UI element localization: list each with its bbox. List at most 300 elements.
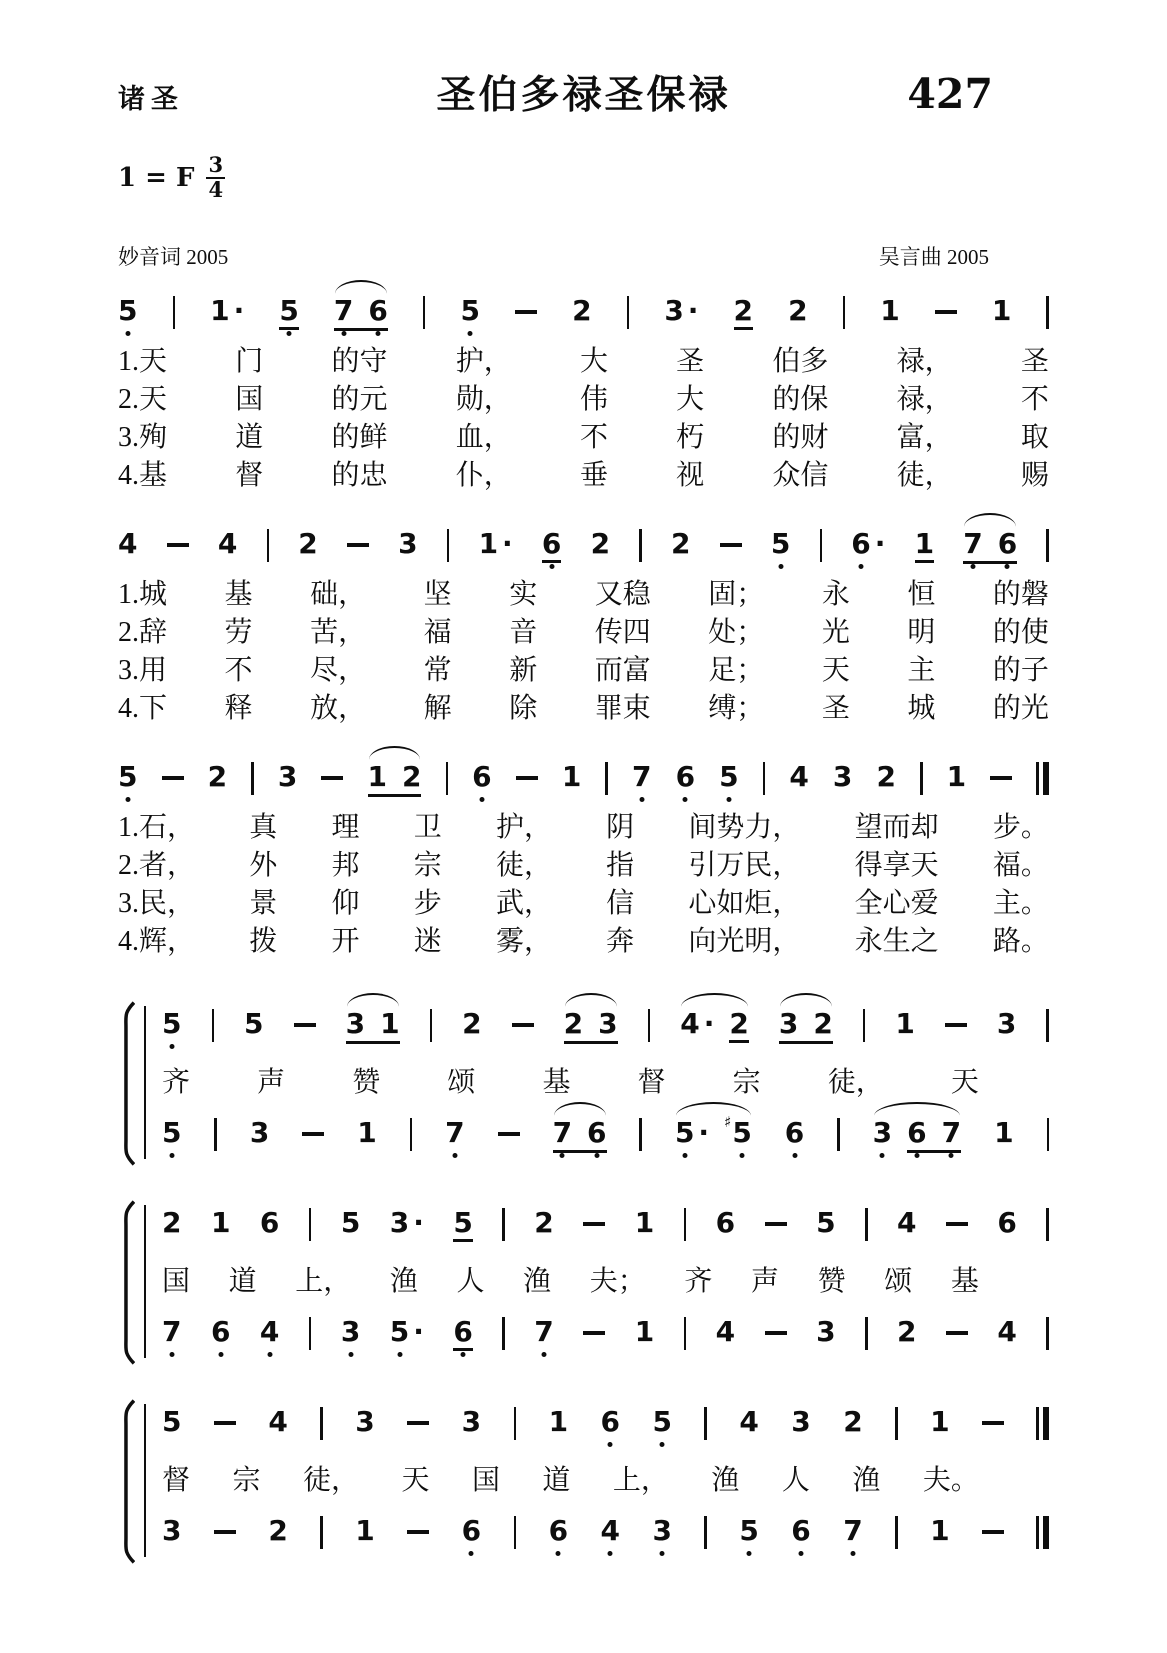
duration-dash — [214, 1421, 236, 1425]
lyric-cell: 视 — [676, 460, 705, 492]
note — [390, 1207, 424, 1239]
low-octave-dot — [542, 1352, 547, 1357]
note-digit: 6 — [715, 1206, 736, 1240]
note — [664, 295, 698, 327]
note — [553, 1117, 572, 1149]
note — [250, 1117, 269, 1149]
duration-dash — [498, 1132, 520, 1136]
barline — [648, 1009, 651, 1042]
low-octave-dot — [660, 1551, 665, 1556]
note-digit: 4 — [997, 1315, 1017, 1349]
system-brace-icon — [118, 1200, 135, 1365]
verse-system — [118, 761, 1049, 960]
duration-dash — [214, 1530, 236, 1534]
note — [380, 1008, 399, 1040]
barline — [502, 1317, 505, 1350]
note-digit: 1 — [634, 1206, 655, 1240]
lyric-line — [118, 343, 1049, 380]
note-digit: 3 — [832, 760, 853, 794]
note-digit: 2 — [670, 527, 691, 561]
barline — [502, 1208, 505, 1241]
note — [162, 1406, 181, 1438]
beam-group — [334, 295, 388, 331]
lyric-cell: 基 — [950, 1266, 979, 1298]
barline — [251, 762, 254, 795]
note-digit: 1 — [210, 1206, 231, 1240]
note-digit: 3 — [778, 1007, 799, 1041]
lyric-cell: 督 — [637, 1067, 666, 1099]
note-digit: 1 — [357, 1116, 377, 1150]
duration-dash — [982, 1421, 1004, 1425]
note — [355, 1406, 374, 1438]
barline — [639, 529, 642, 562]
note — [210, 295, 244, 327]
note — [357, 1117, 376, 1149]
note-digit: 5 — [244, 1007, 264, 1041]
barline — [173, 296, 176, 329]
lyric-cell: 禄， — [896, 346, 953, 378]
note — [601, 1406, 620, 1438]
note — [963, 528, 982, 560]
lyric-cell: 的使 — [992, 617, 1049, 649]
note-digit: 3 — [664, 294, 684, 328]
lyric-cell: 步 — [413, 888, 442, 920]
slur-group — [368, 761, 422, 797]
lyric-cell: 的守 — [331, 346, 388, 378]
note — [675, 1117, 709, 1149]
lyric-cell: 不 — [1020, 384, 1049, 416]
note — [549, 1515, 568, 1547]
barline — [639, 1118, 642, 1151]
note — [789, 761, 808, 793]
lyric-cell: 仰 — [331, 888, 360, 920]
music-line — [162, 1404, 1049, 1442]
verse-block — [118, 576, 1049, 727]
duration-dash — [945, 1023, 967, 1027]
note — [652, 1406, 671, 1438]
low-octave-dot — [608, 1442, 613, 1447]
lyric-line — [162, 1064, 1049, 1101]
note-digit: 5 — [771, 528, 790, 560]
lyric-cell: 天 — [401, 1465, 430, 1497]
lyric-cell: 足； — [708, 655, 765, 687]
note-digit: 7 — [843, 1515, 862, 1547]
note — [542, 528, 561, 563]
low-octave-dot — [169, 1352, 174, 1357]
header — [118, 64, 1049, 120]
note — [635, 1316, 654, 1348]
barline — [605, 762, 608, 795]
lyric-cell: 朽 — [676, 422, 705, 454]
note — [997, 1008, 1016, 1040]
note-digit: 3 — [652, 1515, 671, 1547]
note-digit: 6 — [791, 1515, 810, 1547]
note-digit: 2 — [843, 1405, 863, 1439]
lyric-line — [118, 847, 1049, 884]
note — [785, 1117, 804, 1149]
barline — [1046, 296, 1049, 329]
lyric-cell: 国 — [162, 1266, 191, 1298]
duration-dash — [321, 776, 343, 780]
music-line — [118, 761, 1049, 797]
barline — [863, 1009, 866, 1042]
lyric-line — [162, 1462, 1049, 1499]
slur-group — [779, 1008, 833, 1044]
lyric-line — [118, 923, 1049, 960]
lyric-cell: 恒 — [907, 579, 936, 611]
beam-group — [346, 1008, 400, 1044]
barline — [1046, 1009, 1049, 1042]
note-digit: 6 — [601, 1406, 620, 1438]
note-digit: 2 — [734, 295, 753, 330]
note-digit: 2 — [268, 1514, 288, 1548]
verse-block — [118, 343, 1049, 494]
lyric-cell: 赞 — [817, 1266, 846, 1298]
lyric-cell: 的鲜 — [331, 422, 388, 454]
final-barline-thick — [1043, 762, 1049, 795]
note-digit: 6 — [549, 1515, 568, 1547]
lyric-cell: 得享天 — [854, 850, 939, 882]
barline — [1046, 1208, 1049, 1241]
lyric-cell: 外 — [249, 850, 278, 882]
note — [162, 1117, 181, 1149]
low-octave-dot — [376, 331, 381, 336]
note — [813, 1008, 832, 1040]
lyric-cell: 真 — [249, 812, 278, 844]
barline — [843, 296, 846, 329]
note-digit: 4 — [217, 527, 238, 561]
lyric-cell: 的光 — [992, 693, 1049, 725]
barline — [895, 1407, 898, 1440]
note-digit: 5 — [453, 1207, 472, 1242]
note — [998, 528, 1017, 560]
low-octave-dot — [560, 1153, 565, 1158]
note-digit: 2 — [534, 1206, 554, 1240]
final-barline-thin — [1036, 1516, 1039, 1549]
note-digit: 6 — [462, 1515, 481, 1547]
barline — [627, 296, 630, 329]
note — [472, 761, 491, 793]
lyric-cell: 景 — [249, 888, 278, 920]
lyric-cell: 大 — [579, 346, 608, 378]
note-digit: 5 — [739, 1515, 758, 1547]
duet-system — [118, 1006, 1049, 1159]
duet-system — [118, 1205, 1049, 1358]
note — [118, 761, 137, 793]
note-digit: 3 — [873, 1117, 892, 1149]
lyric-cell: 不 — [224, 655, 253, 687]
lyric-cell: 坚 — [423, 579, 452, 611]
augmentation-dot: · — [698, 1116, 710, 1150]
verse-system — [118, 295, 1049, 494]
barline — [1046, 1317, 1049, 1350]
duration-dash — [935, 310, 957, 314]
lyric-cell: 光 — [821, 617, 850, 649]
note-digit: 1 — [880, 294, 900, 328]
augmentation-dot: · — [874, 527, 886, 561]
barline — [423, 296, 426, 329]
lyric-cell: 众信 — [772, 460, 829, 492]
note-digit: 2 — [896, 1315, 917, 1349]
note-digit: 3 — [598, 1007, 618, 1041]
note-digit: 2 — [207, 760, 228, 794]
note — [833, 761, 852, 793]
note-digit: 1 — [478, 527, 499, 561]
lyric-cell: 福。 — [992, 850, 1049, 882]
lyric-cell: 道 — [235, 422, 264, 454]
note-digit: 3 — [791, 1405, 811, 1439]
system-brace-icon — [118, 1001, 135, 1166]
note-digit: 4 — [680, 1007, 700, 1041]
note — [562, 761, 581, 793]
lyric-cell: 渔 — [389, 1266, 418, 1298]
duration-dash — [407, 1530, 429, 1534]
lyric-cell: 伟 — [579, 384, 608, 416]
note — [279, 295, 298, 330]
note-digit: 4 — [739, 1405, 759, 1439]
note-digit: 3 — [816, 1315, 836, 1349]
lyric-cell: 雾， — [495, 926, 552, 958]
lyric-cell: 向光明， — [688, 926, 801, 958]
note — [947, 761, 966, 793]
note — [994, 1117, 1013, 1149]
barline — [267, 529, 270, 562]
note-digit: 6 — [542, 528, 561, 563]
note — [453, 1316, 472, 1351]
lyric-cell: 新 — [509, 655, 538, 687]
lyric-cell: 人 — [456, 1266, 485, 1298]
note-digit: 4 — [789, 760, 809, 794]
barline — [1047, 1118, 1050, 1151]
lyric-cell: 人 — [781, 1465, 810, 1497]
note — [680, 1008, 714, 1040]
note — [716, 1316, 735, 1348]
music-line — [162, 1113, 1049, 1159]
note-digit: 6 — [472, 761, 491, 793]
note — [992, 295, 1011, 327]
lyric-line — [118, 457, 1049, 494]
lyric-cell: 武， — [495, 888, 552, 920]
note — [260, 1316, 279, 1348]
lyric-cell: 解 — [423, 693, 452, 725]
low-octave-dot — [792, 1153, 797, 1158]
note-digit: 7 — [632, 761, 651, 793]
note — [729, 1008, 748, 1043]
duration-dash — [765, 1331, 787, 1335]
note — [162, 1515, 181, 1547]
lyric-cell: 1.天 — [118, 346, 168, 378]
duration-dash — [990, 776, 1012, 780]
note — [771, 528, 790, 560]
note — [390, 1316, 424, 1348]
lyric-cell: 础， — [310, 579, 367, 611]
note — [278, 761, 297, 793]
key-label: 1 = F — [118, 162, 195, 193]
note — [462, 1406, 481, 1438]
low-octave-dot — [914, 1153, 919, 1158]
lyric-cell: 基 — [224, 579, 253, 611]
lyric-cell: 国 — [471, 1465, 500, 1497]
lyric-cell: 取 — [1020, 422, 1049, 454]
note-digit: 4 — [260, 1316, 279, 1348]
lyric-cell: 主 — [907, 655, 936, 687]
composer-credit: 吴言曲 2005 — [878, 245, 989, 270]
final-barline-thin — [1036, 1407, 1039, 1440]
lyric-cell: 2.辞 — [118, 617, 168, 649]
note — [915, 528, 934, 563]
note-digit: 2 — [572, 294, 592, 328]
music-line — [162, 1006, 1049, 1044]
note-digit: 5 — [279, 295, 298, 330]
note — [779, 1008, 798, 1040]
note-digit: 3 — [398, 527, 418, 561]
note — [244, 1008, 263, 1040]
note — [211, 1207, 230, 1239]
low-octave-dot — [348, 1352, 353, 1357]
barline — [684, 1317, 687, 1350]
note — [118, 528, 137, 560]
lyric-line — [118, 576, 1049, 613]
note-digit: 6 — [259, 1206, 280, 1240]
lyric-cell: 指 — [606, 850, 635, 882]
duet-system — [118, 1404, 1049, 1557]
note-digit: 2 — [876, 760, 896, 794]
low-octave-dot — [125, 797, 130, 802]
verse-block — [118, 809, 1049, 960]
category-label: 诸圣 — [118, 84, 184, 114]
lyric-cell: 徒， — [302, 1465, 359, 1497]
lyric-line — [118, 690, 1049, 727]
low-octave-dot — [287, 331, 292, 336]
note-digit: 5 — [732, 1117, 751, 1149]
lyric-cell: 上， — [295, 1266, 352, 1298]
low-octave-dot — [479, 797, 484, 802]
lyric-cell: 4.下 — [118, 693, 168, 725]
low-octave-dot — [594, 1153, 599, 1158]
final-barline-thick — [1043, 1407, 1049, 1440]
lyric-cell: 3.民， — [118, 888, 196, 920]
lyric-cell: 的保 — [772, 384, 829, 416]
barline — [865, 1317, 868, 1350]
lyric-cell: 城 — [907, 693, 936, 725]
lyric-cell: 3.殉 — [118, 422, 168, 454]
note-digit: 5 — [652, 1406, 671, 1438]
note — [716, 1207, 735, 1239]
lyric-cell: 门 — [235, 346, 264, 378]
lyric-line — [118, 809, 1049, 846]
low-octave-dot — [778, 564, 783, 569]
barline — [920, 762, 923, 795]
note — [564, 1008, 583, 1040]
lyric-cell: 释 — [224, 693, 253, 725]
low-octave-dot — [169, 1153, 174, 1158]
duration-dash — [946, 1222, 968, 1226]
sharp-icon: ♯ — [724, 1113, 732, 1132]
note — [671, 528, 690, 560]
lyric-cell: 大 — [676, 384, 705, 416]
lyric-cell: 尽， — [310, 655, 367, 687]
note — [719, 761, 738, 793]
barline — [684, 1208, 687, 1241]
music-line — [118, 295, 1049, 331]
beam-group — [963, 528, 1017, 564]
note-digit: 2 — [788, 294, 808, 328]
note-digit: 7 — [534, 1316, 553, 1348]
note — [268, 1515, 287, 1547]
music-line — [162, 1316, 1049, 1358]
low-octave-dot — [639, 797, 644, 802]
note — [734, 295, 753, 330]
lyric-cell: 仆， — [455, 460, 512, 492]
note — [268, 1406, 287, 1438]
note — [895, 1008, 914, 1040]
note — [880, 295, 899, 327]
beam-group — [553, 1117, 607, 1153]
low-octave-dot — [660, 1442, 665, 1447]
lyric-cell: 勋， — [455, 384, 512, 416]
lyric-cell: 实 — [509, 579, 538, 611]
lyric-cell: 2.者， — [118, 850, 196, 882]
note-digit: 7 — [162, 1316, 181, 1348]
lyric-cell: 不 — [579, 422, 608, 454]
duration-dash — [946, 1331, 968, 1335]
lyric-cell: 心如炬， — [688, 888, 801, 920]
barline — [895, 1516, 898, 1549]
lyric-line — [118, 652, 1049, 689]
note — [897, 1207, 916, 1239]
time-signature-denominator: 4 — [208, 176, 224, 202]
note-digit: 2 — [402, 760, 422, 794]
lyric-cell: 常 — [423, 655, 452, 687]
note — [788, 295, 807, 327]
low-octave-dot — [169, 1044, 174, 1049]
duration-dash — [583, 1331, 605, 1335]
note-digit: 1 — [380, 1007, 400, 1041]
note-digit: 3 — [355, 1405, 375, 1439]
lyric-cell: 渔 — [852, 1465, 881, 1497]
duration-dash — [347, 543, 369, 547]
lyric-cell: 国 — [235, 384, 264, 416]
note-digit: 4 — [268, 1405, 288, 1439]
note — [739, 1406, 758, 1438]
note-digit: 5 — [816, 1206, 836, 1240]
note-digit: 1 — [561, 760, 582, 794]
low-octave-dot — [747, 1551, 752, 1556]
note-digit: 5 — [340, 1206, 361, 1240]
final-barline — [1036, 762, 1049, 795]
duration-dash — [162, 776, 184, 780]
lyric-cell: 引万民， — [688, 850, 801, 882]
barline — [837, 1118, 840, 1151]
lyric-cell: 迷 — [413, 926, 442, 958]
low-octave-dot — [549, 564, 554, 569]
duration-dash — [407, 1421, 429, 1425]
lyric-cell: 开 — [331, 926, 360, 958]
verse-system — [118, 528, 1049, 727]
barline — [704, 1516, 707, 1549]
note-digit: 3 — [341, 1316, 360, 1348]
lyric-cell: 2.天 — [118, 384, 168, 416]
note-digit: 6 — [785, 1117, 804, 1149]
note — [462, 1008, 481, 1040]
lyric-cell: 主。 — [992, 888, 1049, 920]
note — [479, 528, 513, 560]
beam-group — [368, 761, 422, 797]
music-line — [162, 1515, 1049, 1557]
lyric-cell: 基 — [542, 1067, 571, 1099]
duration-dash — [516, 776, 538, 780]
note — [341, 1316, 360, 1348]
